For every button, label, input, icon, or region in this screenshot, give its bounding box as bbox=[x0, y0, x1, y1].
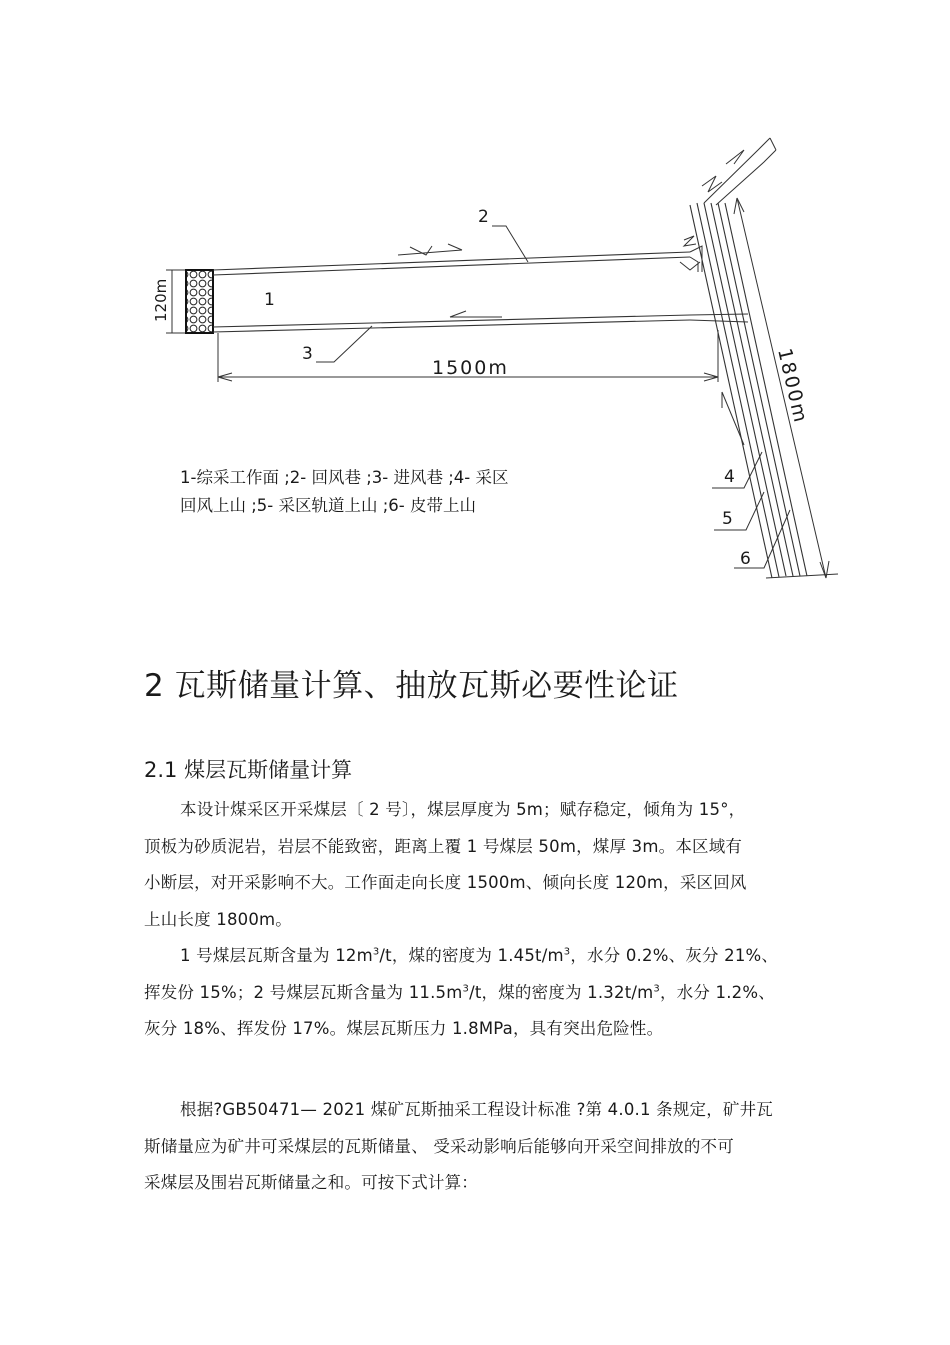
diagram-caption bbox=[180, 464, 610, 520]
paragraph-line: 小断层，对开采影响不大。工作面走向长度 1500m、倾向长度 120m，采区回风 bbox=[144, 873, 747, 892]
paragraph-line: 灰分 18%、挥发份 17%。煤层瓦斯压力 1.8MPa，具有突出危险性。 bbox=[144, 1019, 664, 1038]
section-heading: 2 瓦斯储量计算、抽放瓦斯必要性论证 bbox=[144, 668, 679, 704]
label-return-incline: 4 bbox=[724, 467, 735, 487]
paragraph-line: 采煤层及围岩瓦斯储量之和。可按下式计算： bbox=[144, 1173, 478, 1192]
return-airflow-arrow bbox=[398, 244, 462, 255]
label-belt-incline: 6 bbox=[740, 549, 751, 569]
paragraph-line: 1 号煤层瓦斯含量为 $12m^3/t$，煤的密度为 $1.45t/m^3$，水分 0.2%、灰分 21%、 bbox=[180, 946, 779, 965]
label-intake-airway: 3 bbox=[302, 344, 313, 364]
paragraph-standard-reference bbox=[144, 1092, 804, 1202]
goaf-block bbox=[186, 270, 213, 333]
caption-line: 回风上山 ;5- 采区轨道上山 ;6- 皮带上山 bbox=[180, 496, 477, 515]
label-working-face: 1 bbox=[264, 290, 275, 310]
leader-2 bbox=[492, 226, 528, 262]
bottom-baseline bbox=[766, 574, 838, 578]
paragraph-line: 顶板为砂质泥岩，岩层不能致密，距离上覆 1 号煤层 50m，煤厚 3m。本区域有 bbox=[144, 836, 743, 856]
label-track-incline: 5 bbox=[722, 509, 733, 529]
subsection-heading: 2.1 煤层瓦斯储量计算 bbox=[144, 758, 353, 782]
paragraph-seam-description bbox=[144, 792, 804, 938]
caption-line: 1-综采工作面 ;2- 回风巷 ;3- 进风巷 ;4- 采区 bbox=[180, 468, 509, 487]
dim-width-label: 120m bbox=[152, 278, 170, 322]
intake-airway bbox=[213, 315, 690, 332]
paragraph-gas-content bbox=[144, 938, 804, 1048]
incline-dimension bbox=[734, 198, 829, 578]
top-connection bbox=[704, 138, 776, 205]
return-airway bbox=[213, 252, 690, 275]
paragraph-line: 本设计煤采区开采煤层〔 2 号〕，煤层厚度为 5m；赋存稳定，倾角为 15°， bbox=[180, 800, 746, 819]
intake-airflow-arrow bbox=[450, 311, 502, 317]
paragraph-line: 上山长度 1800m。 bbox=[144, 909, 293, 929]
return-crossing-mark bbox=[680, 236, 700, 270]
dim-incline-label: 1800m bbox=[773, 346, 812, 427]
intake-connection bbox=[690, 314, 748, 322]
dim-strike-label: 1500m bbox=[432, 357, 509, 379]
paragraph-line: 斯储量应为矿井可采煤层的瓦斯储量、 受采动影响后能够向开采空间排放的不可 bbox=[144, 1136, 734, 1156]
paragraph-line: 挥发份 15%；2 号煤层瓦斯含量为 $11.5m^3/t$，煤的密度为 $1.32t/m^3$，水分 1.2%、 bbox=[144, 982, 775, 1002]
leader-3 bbox=[316, 326, 372, 362]
label-return-airway: 2 bbox=[478, 207, 489, 227]
leader-4 bbox=[712, 452, 762, 488]
paragraph-line: 根据?GB50471— 2021 煤矿瓦斯抽采工程设计标准 ?第 4.0.1 条规定，矿井瓦 bbox=[180, 1100, 774, 1119]
mining-layout-diagram bbox=[0, 0, 950, 620]
